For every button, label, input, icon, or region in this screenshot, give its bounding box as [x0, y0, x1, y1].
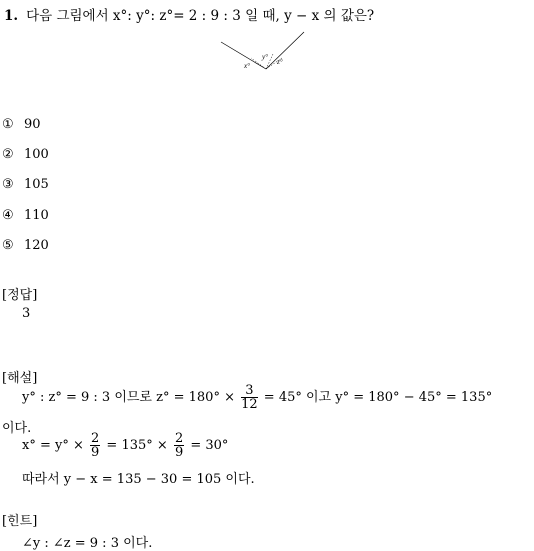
solution-line-1-part-b: = 45° 이고 y° = 180° − 45° = 135°	[263, 390, 493, 405]
choice-5-mark: ⑤	[2, 238, 14, 253]
choice-1-mark: ①	[2, 117, 14, 132]
fraction-denominator: 9	[174, 445, 184, 460]
figure-right-ray	[266, 32, 304, 69]
solution-line-2-part-c: = 30°	[190, 438, 229, 453]
choice-3-mark: ③	[2, 177, 14, 192]
choice-4-mark: ④	[2, 208, 14, 223]
solution-line-2-part-a: x° = y° ×	[22, 438, 84, 453]
choice-1-value: 90	[24, 117, 41, 132]
hint-label: [힌트]	[2, 514, 38, 529]
choice-5-value: 120	[24, 238, 49, 253]
solution-line-2-part-b: = 135° ×	[106, 438, 168, 453]
fraction-2-over-9-a	[90, 432, 100, 459]
choice-4[interactable]	[2, 208, 49, 223]
choice-2-mark: ②	[2, 147, 14, 162]
choice-4-value: 110	[24, 208, 49, 223]
fraction-numerator: 2	[174, 431, 184, 446]
question-body: 다음 그림에서 x°: y°: z°= 2 : 9 : 3 일 때, y − x 의 값은?	[26, 8, 375, 24]
choice-1[interactable]	[2, 117, 41, 132]
solution-line-3: 따라서 y − x = 135 − 30 = 105 이다.	[22, 472, 255, 487]
fraction-numerator: 3	[241, 384, 258, 398]
choice-2[interactable]	[2, 147, 49, 162]
fraction-2-over-9-b	[174, 432, 184, 459]
question-number: 1.	[4, 8, 19, 24]
choice-5[interactable]	[2, 238, 49, 253]
choice-3[interactable]	[2, 177, 49, 192]
fraction-3-over-12	[241, 384, 258, 411]
answer-label: [정답]	[2, 288, 38, 303]
solution-line-2	[22, 432, 228, 459]
solution-line-1-continuation: 이다.	[2, 421, 32, 436]
choice-2-value: 100	[24, 147, 49, 162]
figure-label-z: z°	[277, 58, 283, 66]
solution-label: [해설]	[2, 371, 38, 386]
answer-value: 3	[22, 306, 31, 321]
solution-line-1-part-a: y° : z° = 9 : 3 이므로 z° = 180° ×	[22, 390, 235, 405]
figure-label-y: y°	[262, 53, 268, 61]
fraction-denominator: 9	[91, 445, 100, 460]
hint-text: ∠y : ∠z = 9 : 3 이다.	[22, 536, 153, 551]
figure-label-x: x°	[244, 62, 250, 70]
fraction-denominator: 12	[241, 397, 258, 412]
question-text	[4, 4, 374, 24]
choice-3-value: 105	[24, 177, 49, 192]
solution-line-1	[22, 384, 492, 411]
angle-figure	[215, 28, 310, 78]
fraction-numerator: 2	[91, 431, 100, 446]
